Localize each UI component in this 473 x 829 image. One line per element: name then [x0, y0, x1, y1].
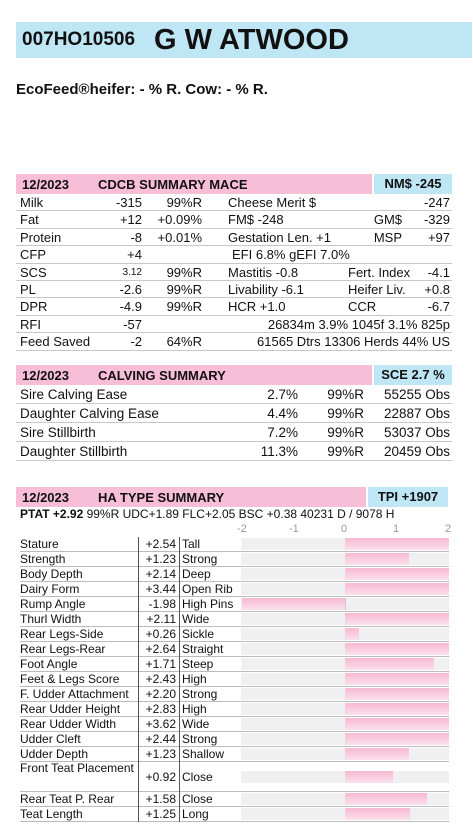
- type-track: [241, 808, 449, 820]
- type-trait: Stature: [20, 537, 59, 551]
- cdcb-trait: RFI: [20, 316, 41, 332]
- cdcb-trait: Protein: [20, 229, 62, 245]
- type-bar: [345, 583, 449, 595]
- type-descriptor: Close: [182, 770, 213, 784]
- type-value: -1.98: [138, 597, 180, 612]
- type-trait: Foot Angle: [20, 657, 78, 671]
- type-value: +2.54: [138, 537, 180, 552]
- cdcb-rel: 99%R: [166, 299, 202, 315]
- type-bar: [345, 703, 449, 715]
- type-row: [20, 762, 449, 792]
- calving-trait: Daughter Calving Ease: [20, 406, 159, 421]
- type-trait: Rear Legs-Side: [20, 627, 104, 641]
- calving-trait: Sire Calving Ease: [20, 387, 128, 402]
- type-bar: [345, 733, 449, 745]
- cdcb-rel: +0.01%: [157, 229, 202, 245]
- cdcb-row: [16, 194, 452, 211]
- cdcb-value: -4.9: [119, 299, 142, 315]
- cdcb-col-label: CCR: [348, 299, 377, 315]
- cdcb-value: +4: [127, 247, 142, 263]
- type-row: [20, 747, 449, 762]
- type-track: [241, 718, 449, 730]
- type-bar: [345, 808, 410, 820]
- type-descriptor: High Pins: [182, 597, 234, 611]
- ptat-details: 99%R UDC+1.89 FLC+2.05 BSC +0.38 40231 D / 9078 H: [83, 507, 395, 521]
- cdcb-rel: 99%R: [166, 282, 202, 297]
- type-row: [20, 732, 449, 747]
- calving-pct: 2.7%: [267, 387, 298, 402]
- type-descriptor: Deep: [182, 567, 211, 581]
- type-descriptor: Strong: [182, 732, 218, 746]
- type-bar: [345, 688, 449, 700]
- cdcb-col-mid: Cheese Merit $: [228, 195, 317, 210]
- cdcb-value: +12: [119, 212, 142, 228]
- cdcb-col-mid: FM$ -248: [228, 212, 284, 228]
- calving-rel: 99%R: [327, 425, 364, 440]
- type-value: +2.43: [138, 672, 180, 687]
- calving-trait: Sire Stillbirth: [20, 425, 96, 440]
- type-trait: Feet & Legs Score: [20, 672, 120, 686]
- type-row: [20, 792, 449, 807]
- cdcb-rel: 64%R: [166, 334, 202, 350]
- type-track: [241, 628, 449, 640]
- type-descriptor: Steep: [182, 657, 214, 671]
- cdcb-col-label: Fert. Index: [348, 264, 411, 280]
- type-value: +2.44: [138, 732, 180, 747]
- type-axis: [237, 523, 452, 537]
- cdcb-row: [16, 264, 452, 281]
- type-descriptor: Strong: [182, 687, 218, 701]
- cdcb-section-header: [16, 174, 372, 194]
- type-title: HA TYPE SUMMARY: [98, 490, 225, 505]
- cdcb-row: [16, 298, 452, 315]
- bull-name: G W ATWOOD: [154, 24, 349, 56]
- cdcb-row: [16, 229, 452, 246]
- type-bar: [345, 771, 393, 783]
- cdcb-col-mid: EFI 6.8% gEFI 7.0%: [232, 247, 350, 263]
- type-value: +3.62: [138, 717, 180, 732]
- cdcb-rel: 99%R: [166, 264, 202, 280]
- type-bar: [345, 568, 449, 580]
- type-value: +1.23: [138, 747, 180, 762]
- type-track: [241, 771, 449, 783]
- cdcb-trait: Feed Saved: [20, 334, 91, 350]
- bull-header: [16, 22, 472, 58]
- calving-rel: 99%R: [327, 387, 364, 402]
- type-trait: Front Teat Placement: [20, 762, 134, 775]
- cdcb-value: -57: [123, 316, 142, 332]
- type-value: +0.92: [138, 762, 180, 792]
- zero-line: [345, 598, 346, 610]
- ecofeed-line: EcoFeed®heifer: - % R. Cow: - % R.: [16, 81, 268, 98]
- cdcb-row: [16, 316, 452, 333]
- type-row: [20, 702, 449, 717]
- type-trait: Teat Length: [20, 807, 83, 821]
- calving-row: [16, 404, 452, 423]
- type-row: [20, 657, 449, 672]
- type-row: [20, 672, 449, 687]
- type-track: [241, 598, 449, 610]
- type-descriptor: Close: [182, 792, 213, 806]
- type-row: [20, 717, 449, 732]
- calving-pct: 11.3%: [260, 444, 298, 459]
- type-bar: [345, 553, 409, 565]
- type-value: +2.83: [138, 702, 180, 717]
- type-track: [241, 748, 449, 760]
- type-trait: Udder Cleft: [20, 732, 81, 746]
- type-row: [20, 537, 449, 552]
- type-trait: Rear Udder Height: [20, 702, 121, 716]
- cdcb-col-value: +97: [427, 229, 450, 245]
- type-descriptor: Long: [182, 807, 209, 821]
- cdcb-col-value: -4.1: [427, 264, 450, 280]
- type-bar: [345, 628, 359, 640]
- cdcb-trait: SCS: [20, 264, 47, 280]
- type-track: [241, 703, 449, 715]
- type-trait: Thurl Width: [20, 612, 82, 626]
- type-value: +3.44: [138, 582, 180, 597]
- type-bar: [345, 793, 427, 805]
- type-descriptor: Tall: [182, 537, 201, 551]
- calving-rel: 99%R: [327, 406, 364, 421]
- cdcb-row: [16, 211, 452, 228]
- type-trait: Strength: [20, 552, 66, 566]
- cdcb-date: 12/2023: [22, 177, 69, 192]
- type-row: [20, 642, 449, 657]
- cdcb-col-value: -329: [423, 212, 450, 228]
- calving-section-header: [16, 365, 372, 385]
- type-value: +1.23: [138, 552, 180, 567]
- calving-obs: 20459 Obs: [383, 444, 450, 459]
- cdcb-col-mid: HCR +1.0: [228, 299, 286, 315]
- type-trait: Dairy Form: [20, 582, 80, 596]
- calving-date: 12/2023: [22, 368, 69, 383]
- calving-row: [16, 423, 452, 442]
- cdcb-col-mid: Gestation Len. +1: [228, 229, 331, 245]
- type-bar: [345, 613, 449, 625]
- calving-pct: 4.4%: [267, 406, 298, 421]
- ptat-line: [20, 507, 394, 521]
- type-bar: [345, 673, 449, 685]
- type-trait: Rear Legs-Rear: [20, 642, 106, 656]
- cdcb-rel: +0.09%: [157, 212, 202, 228]
- type-trait: F. Udder Attachment: [20, 687, 129, 701]
- axis-tick-label: -2: [237, 523, 247, 535]
- calving-obs: 53037 Obs: [383, 425, 450, 440]
- type-value: +2.64: [138, 642, 180, 657]
- type-trait: Rump Angle: [20, 597, 86, 611]
- type-track: [241, 553, 449, 565]
- type-bar: [345, 643, 449, 655]
- calving-row: [16, 385, 452, 404]
- type-descriptor: Strong: [182, 552, 218, 566]
- cdcb-value: -315: [115, 195, 142, 210]
- bull-code: 007HO10506: [22, 29, 136, 50]
- cdcb-value: 3.12: [122, 266, 142, 278]
- nm-badge: NM$ -245: [374, 174, 452, 194]
- type-bar: [345, 658, 434, 670]
- type-descriptor: Sickle: [182, 627, 215, 641]
- type-row: [20, 567, 449, 582]
- axis-tick-label: 1: [393, 523, 400, 535]
- type-trait: Rear Teat P. Rear: [20, 792, 115, 806]
- type-row: [20, 552, 449, 567]
- type-track: [241, 688, 449, 700]
- type-descriptor: Straight: [182, 642, 224, 656]
- calving-title: CALVING SUMMARY: [98, 368, 226, 383]
- calving-obs: 22887 Obs: [383, 406, 450, 421]
- type-row: [20, 807, 449, 822]
- type-track: [241, 613, 449, 625]
- type-row: [20, 687, 449, 702]
- type-descriptor: Shallow: [182, 747, 225, 761]
- cdcb-title: CDCB SUMMARY MACE: [98, 177, 248, 192]
- type-bar: [345, 748, 409, 760]
- type-track: [241, 568, 449, 580]
- type-trait: Udder Depth: [20, 747, 89, 761]
- type-descriptor: Wide: [182, 612, 210, 626]
- type-value: +1.25: [138, 807, 180, 822]
- axis-tick-label: 0: [341, 523, 348, 535]
- type-track: [241, 793, 449, 805]
- cdcb-row: [16, 281, 452, 298]
- type-track: [241, 658, 449, 670]
- type-value: +2.11: [138, 612, 180, 627]
- type-trait: Body Depth: [20, 567, 83, 581]
- calving-obs: 55255 Obs: [383, 387, 450, 402]
- type-trait: Rear Udder Width: [20, 717, 117, 731]
- type-value: +2.20: [138, 687, 180, 702]
- type-date: 12/2023: [22, 490, 69, 505]
- cdcb-rel: 99%R: [166, 195, 202, 210]
- type-track: [241, 643, 449, 655]
- cdcb-trait: DPR: [20, 299, 48, 315]
- cdcb-col-mid: 26834m 3.9% 1045f 3.1% 825p: [267, 316, 450, 332]
- type-value: +0.26: [138, 627, 180, 642]
- calving-pct: 7.2%: [267, 425, 298, 440]
- cdcb-trait: CFP: [20, 247, 46, 263]
- cdcb-col-label: Heifer Liv.: [348, 282, 406, 297]
- axis-tick-label: 2: [445, 523, 452, 535]
- cdcb-col-mid: Livability -6.1: [228, 282, 304, 297]
- cdcb-col-mid: Mastitis -0.8: [228, 264, 299, 280]
- cdcb-row: [16, 246, 452, 263]
- cdcb-value: -2: [130, 334, 142, 350]
- type-descriptor: High: [182, 702, 207, 716]
- cdcb-col-label: MSP: [373, 229, 402, 245]
- cdcb-col-value: +0.8: [424, 282, 450, 297]
- calving-row: [16, 442, 452, 461]
- sce-badge: SCE 2.7 %: [374, 365, 452, 385]
- type-track: [241, 538, 449, 550]
- type-row: [20, 582, 449, 597]
- type-descriptor: Open Rib: [182, 582, 233, 596]
- cdcb-trait: Milk: [20, 195, 44, 210]
- cdcb-value: -8: [130, 229, 142, 245]
- cdcb-trait: PL: [20, 282, 36, 297]
- ptat-label: PTAT +2.92: [20, 507, 84, 521]
- calving-trait: Daughter Stillbirth: [20, 444, 128, 459]
- type-track: [241, 583, 449, 595]
- cdcb-value: -2.6: [119, 282, 142, 297]
- type-track: [241, 673, 449, 685]
- type-bar: [242, 598, 345, 610]
- type-value: +2.14: [138, 567, 180, 582]
- cdcb-row: [16, 333, 452, 350]
- tpi-badge: TPI +1907: [368, 487, 448, 507]
- type-descriptor: Wide: [182, 717, 210, 731]
- calving-rel: 99%R: [327, 444, 364, 459]
- type-descriptor: High: [182, 672, 207, 686]
- cdcb-col-mid: 61565 Dtrs 13306 Herds 44% US: [257, 334, 450, 350]
- type-row: [20, 612, 449, 627]
- type-track: [241, 733, 449, 745]
- cdcb-col-label: GM$: [373, 212, 402, 228]
- axis-tick-label: -1: [289, 523, 299, 535]
- cdcb-col-value: -247: [423, 195, 450, 210]
- type-value: +1.58: [138, 792, 180, 807]
- cdcb-col-value: -6.7: [427, 299, 450, 315]
- type-section-header: [16, 487, 366, 507]
- type-bar: [345, 718, 449, 730]
- type-row: [20, 627, 449, 642]
- type-bar: [345, 538, 449, 550]
- type-row: [20, 597, 449, 612]
- cdcb-trait: Fat: [20, 212, 39, 228]
- type-value: +1.71: [138, 657, 180, 672]
